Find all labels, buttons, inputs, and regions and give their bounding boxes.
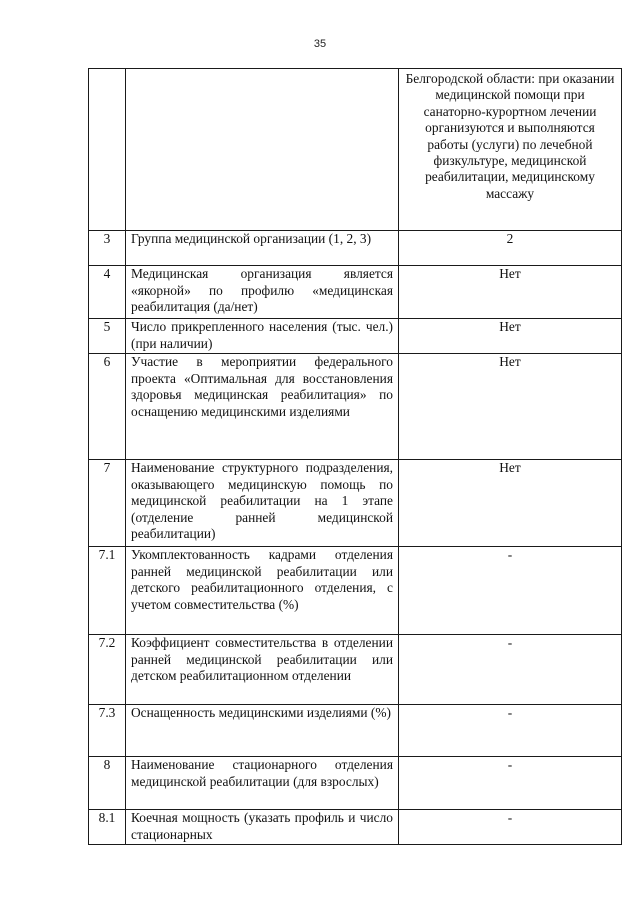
row-description: Коечная мощность (указать профиль и число стационарных [126, 810, 399, 845]
row-description: Число прикрепленного населения (тыс. чел.) (при наличии) [126, 319, 399, 354]
row-number: 6 [89, 354, 126, 460]
table-row [89, 354, 622, 460]
row-description: Укомплектованность кадрами отделения ранней медицинской реабилитации или детского реабилитационного отделения, с учетом совместительства (%) [126, 547, 399, 635]
row-number: 7 [89, 460, 126, 547]
row-value-cell [399, 69, 622, 231]
data-table [88, 68, 622, 845]
row-value: Нет [399, 354, 622, 460]
row-description: Группа медицинской организации (1, 2, 3) [126, 231, 399, 266]
table-row [89, 319, 622, 354]
header-value-text: Белгородской области: при оказании медицинской помощи при санаторно-курортном лечении организуются и выполняются работы (услуги) по лечебной физкультуре, медицинской реабилитации, медицинскому массажу [405, 71, 615, 201]
table-row [89, 635, 622, 705]
row-description: Участие в мероприятии федерального проекта «Оптимальная для восстановления здоровья медицинская реабилитация» по оснащению медицинскими изделиями [126, 354, 399, 460]
row-value: Нет [399, 266, 622, 319]
row-number: 7.3 [89, 705, 126, 757]
page-number: 35 [313, 38, 327, 50]
table-row [89, 547, 622, 635]
row-number: 8.1 [89, 810, 126, 845]
row-value: - [399, 635, 622, 705]
row-description: Коэффициент совместительства в отделении ранней медицинской реабилитации или детском реабилитационном отделении [126, 635, 399, 705]
row-value: - [399, 757, 622, 810]
row-number: 8 [89, 757, 126, 810]
row-value: - [399, 810, 622, 845]
row-value: - [399, 705, 622, 757]
table-row [89, 757, 622, 810]
row-description-cell [126, 69, 399, 231]
row-number: 4 [89, 266, 126, 319]
table-row [89, 266, 622, 319]
row-value: 2 [399, 231, 622, 266]
row-value: Нет [399, 460, 622, 547]
row-description: Оснащенность медицинскими изделиями (%) [126, 705, 399, 757]
row-number: 3 [89, 231, 126, 266]
row-description: Медицинская организация является «якорной» по профилю «медицинская реабилитация (да/нет) [126, 266, 399, 319]
row-number: 5 [89, 319, 126, 354]
row-value: Нет [399, 319, 622, 354]
row-description: Наименование структурного подразделения, оказывающего медицинскую помощь по медицинской реабилитации на 1 этапе (отделение ранней медицинской реабилитации) [126, 460, 399, 547]
table-row [89, 810, 622, 845]
row-number: 7.2 [89, 635, 126, 705]
row-number: 7.1 [89, 547, 126, 635]
row-number-cell [89, 69, 126, 231]
table-row [89, 705, 622, 757]
table-row [89, 231, 622, 266]
row-value: - [399, 547, 622, 635]
table-row [89, 69, 622, 231]
row-description: Наименование стационарного отделения медицинской реабилитации (для взрослых) [126, 757, 399, 810]
table-row [89, 460, 622, 547]
